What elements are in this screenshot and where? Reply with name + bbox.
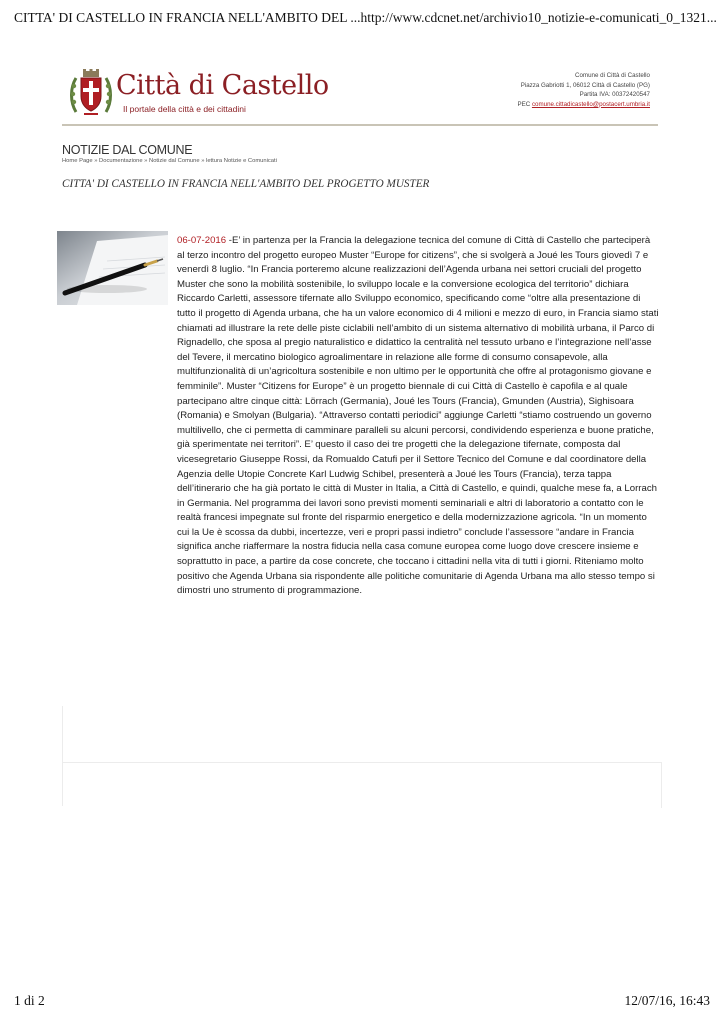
contact-info [517,71,650,109]
logo-subtitle: Il portale della città e dei cittadini [123,104,246,114]
pec-email-link[interactable]: comune.cittadicastello@postacert.umbria.it [531,100,650,108]
article-image [57,231,168,305]
print-header [14,10,717,26]
empty-box-left-border [62,706,63,806]
article-date: 06-07-2016 [177,235,227,246]
print-header-title: CITTA' DI CASTELLO IN FRANCIA NELL'AMBITO DEL ... [14,10,361,25]
contact-address: Piazza Gabriotti 1, 06012 Città di Castello (PG) [520,81,650,89]
contact-vat: Partita IVA: 00372420547 [579,91,650,99]
article-body [177,234,659,599]
breadcrumb[interactable]: Home Page » Documentazione » Notizie dal Comune » lettura Notizie e Comunicati [62,158,277,164]
site-logo[interactable] [70,68,329,122]
section-title: NOTIZIE DAL COMUNE [62,143,193,157]
logo-title: Città di Castello [116,70,329,101]
print-footer-datetime: 12/07/16, 16:43 [624,993,710,1008]
city-crest-icon [70,68,112,118]
empty-box-divider [62,762,662,763]
print-footer-page: 1 di 2 [14,993,45,1008]
article-text: -E’ in partenza per la Francia la delegazione tecnica del comune di Città di Castello che parteciperà al terzo incontro del progetto europeo Muster “Europe for citizens”, che si svolgerà a Joué les Tours giovedì 7 e venerdì 8 luglio. “In Francia porteremo alcune realizzazioni dell’Agenda urbana nei settori cruciali del progetto Muster che sono la mobilità sostenibile, lo sviluppo locale e la conversione ecologica del territorio” dichiara Riccardo Carletti, assessore tifernate allo Sviluppo economico, specificando come “oltre alla presentazione di tutto il progetto di Agenda urbana, che ha un valore economico di 4 milioni e mezzo di euro, in Francia siamo stati chiamati ad illustrare la rete delle piste ciclabili nell’ambito di un sistema alternativo di mobilità urbana, il Parco di Rignadello, che sposa al pregio naturalistico e didattico la centralità nel tessuto urbano e l’integrazione nell’asse del Tevere, il mercatino biologico agroalimentare in relazione alle forme di consumo consapevole, alla multifunzionalità di un’agricoltura sostenibile e non ultimo per le opportunità che offre al protagonismo giovane e femminile”. Muster “Citizens for Europe” è un progetto biennale di cui Città di Castello è capofila e al quale partecipano altre cinque città: Lörrach (Germania), Joué les Tours (Francia), Gmunden (Austria), Sighisoara (Romania) e Smolyan (Bulgaria). “Attraverso contatti periodici” aggiunge Carletti “stiamo costruendo un governo multilivello, che ci permetta di camminare paralleli su alcuni percorsi, condividendo esperienza e buone pratiche, già sperimentate nei territori”. E’ questo il caso dei tre progetti che la delegazione tifernate, composta dal vicesegretario Giuseppe Rossi, da Romualdo Catufi per il Settore Tecnico del Comune e dal coordinatore della Agenzia delle Utopie Concrete Karl Ludwig Schibel, presenterà a Joué les Tours (Francia), terza tappa dell’itinerario che ha già portato le città di Muster in Italia, a Città di Castello, e quindi, qualche mese fa, a Lorrach in Germania. Nel programma dei lavori sono previsti momenti seminariali e altri di laboratorio a contatto con le realtà francesi impegnate sul fronte del risparmio energetico e della modernizzazione agricola. “In un momento cui la Ue è scossa da dubbi, incertezze, veri e propri passi indietro” conclude l’assessore “andare in Francia significa anche riaffermare la nostra fiducia nella casa comune europea come luogo dove crescere insieme e soprattutto in pace, a partire da cose concrete, che toccano i cittadini nella vita di tutti i giorni. Riteniamo molto positivo che Agenda Urbana sia rispondente alle politiche comunitarie di Agenda Urbana ma allo stesso tempo si dimostri uno strumento di programmazione. [177,235,659,597]
empty-box-right-border [661,762,662,808]
pec-label: PEC [517,100,532,108]
print-footer [14,993,710,1009]
site-header [62,62,658,126]
contact-line: Comune di Città di Castello [575,72,650,79]
pen-on-paper-icon [57,231,168,305]
contact-pec [517,100,650,110]
article-title: CITTA' DI CASTELLO IN FRANCIA NELL'AMBITO DEL PROGETTO MUSTER [62,178,430,190]
print-header-url: http://www.cdcnet.net/archivio10_notizie-e-comunicati_0_1321... [360,10,717,25]
